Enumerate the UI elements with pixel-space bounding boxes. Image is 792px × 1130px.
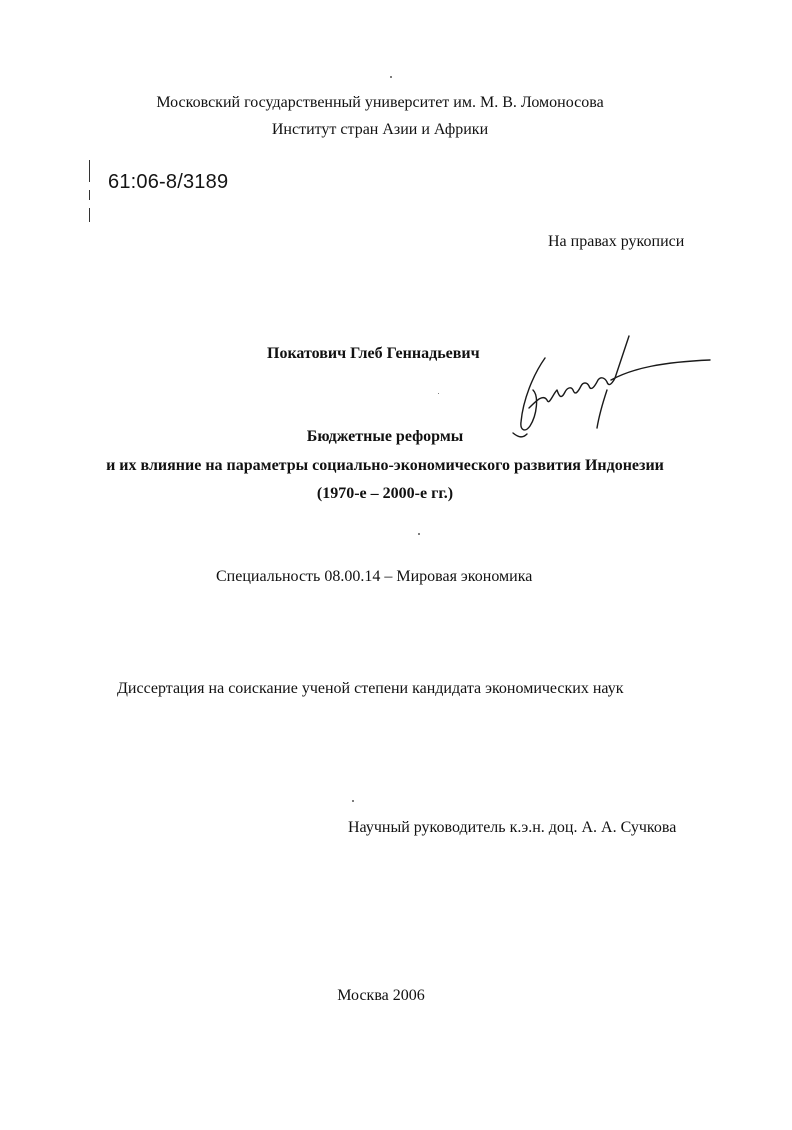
author-name: Покатович Глеб Геннадьевич [267,345,480,362]
margin-mark [89,190,90,200]
dissertation-title-line-2: и их влияние на параметры социально-экономического развития Индонезии [106,457,664,474]
city-year: Москва 2006 [337,987,425,1004]
scan-speck [418,533,420,535]
scan-speck [438,393,439,394]
degree-statement: Диссертация на соискание ученой степени кандидата экономических наук [117,680,624,697]
dissertation-title-line-3: (1970-е – 2000-е гг.) [316,485,454,502]
margin-mark [89,208,90,222]
catalog-stamp: 61:06-8/3189 [108,171,229,193]
rights-note: На правах рукописи [548,233,685,250]
institute-name: Институт стран Азии и Африки [271,121,489,138]
specialty-line: Специальность 08.00.14 – Мировая экономика [216,568,533,585]
dissertation-title-line-1: Бюджетные реформы [306,428,464,445]
margin-mark [89,160,90,182]
supervisor-line: Научный руководитель к.э.н. доц. А. А. Сучкова [348,819,677,836]
scan-speck [390,76,392,78]
scan-speck [352,800,354,802]
university-name: Московский государственный университет им. М. В. Ломоносова [156,94,604,111]
